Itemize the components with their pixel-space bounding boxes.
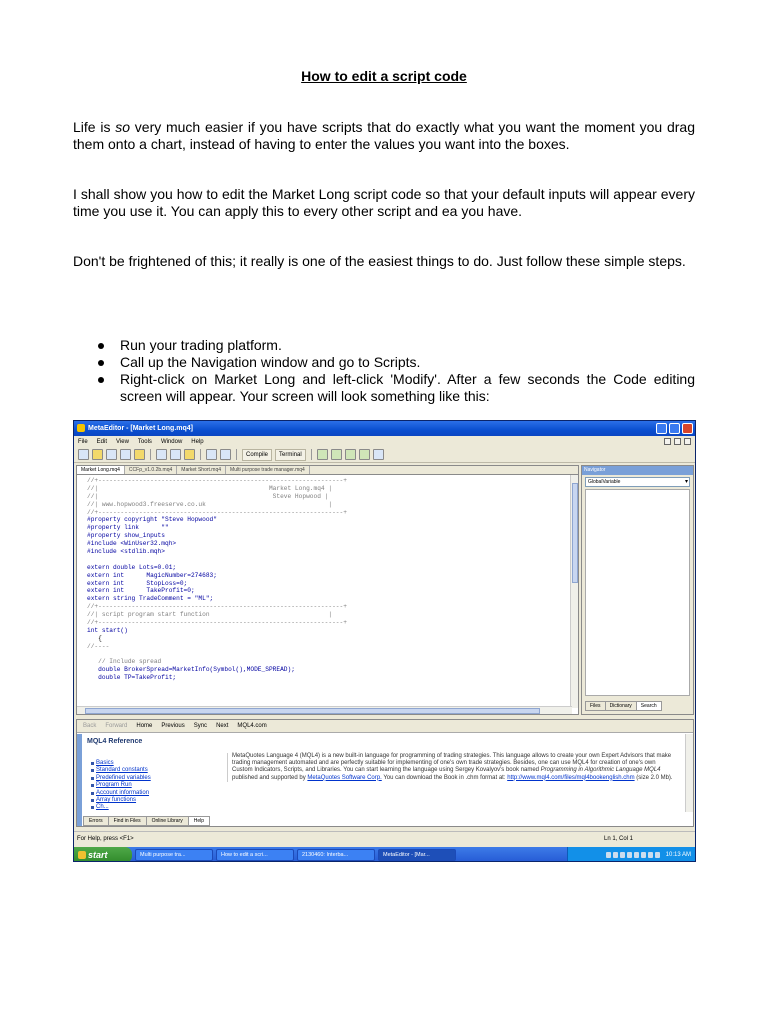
menu-edit[interactable]: Edit: [96, 438, 108, 445]
mdi-minimize-button[interactable]: [664, 438, 671, 445]
toolbox-side-bar: [77, 734, 82, 826]
code-line: extern int TakeProfit=0;: [87, 587, 195, 595]
tab-ccfp[interactable]: CCFp_v1.0.2b.mq4: [125, 466, 177, 474]
taskbar-item[interactable]: MetaEditor - [Mar...: [378, 849, 456, 861]
mdi-controls: [664, 438, 691, 445]
taskbar-item[interactable]: 2130460: Interba...: [297, 849, 375, 861]
navigator-results[interactable]: [585, 489, 690, 696]
toolbox-help-panel: [76, 719, 694, 827]
tray-icon[interactable]: [613, 852, 618, 858]
help-sync-button[interactable]: Sync: [193, 723, 208, 729]
maximize-button[interactable]: [669, 423, 680, 434]
code-line: extern double Lots=0.01;: [87, 563, 177, 571]
main-toolbar: [74, 447, 695, 463]
tray-icon[interactable]: [627, 852, 632, 858]
menu-window[interactable]: Window: [160, 438, 183, 445]
toolbar-separator: [311, 449, 312, 460]
navigator-header: Navigator: [582, 466, 693, 475]
help-home-button[interactable]: Home: [136, 723, 153, 729]
help-link[interactable]: Account information: [91, 790, 151, 797]
redo-icon[interactable]: [220, 449, 231, 460]
code-line: //+------------------------------------------------------------------+: [87, 508, 347, 516]
new-file-icon[interactable]: [78, 449, 89, 460]
page-title: How to edit a script code: [301, 68, 467, 84]
replace-icon[interactable]: [359, 449, 370, 460]
metaeditor-screenshot: [73, 420, 696, 862]
book-download-link[interactable]: http://www.mql4.com/files/mql4bookenglish.chm: [507, 774, 635, 781]
copy-icon[interactable]: [170, 449, 181, 460]
menu-bar: [74, 436, 695, 447]
code-line: extern int MagicNumber=274683;: [87, 571, 217, 579]
list-item: Right-click on Market Long and left-click 'Modify'. After a few seconds the Code editing screen will appear. Your screen will look something like this:: [73, 371, 695, 405]
find-prev-icon[interactable]: [345, 449, 356, 460]
tray-icon[interactable]: [648, 852, 653, 858]
help-link[interactable]: Standard constants: [91, 767, 151, 774]
code-line: //+------------------------------------------------------------------+: [87, 477, 347, 484]
help-heading: MQL4 Reference: [87, 738, 143, 745]
list-item: Call up the Navigation window and go to Scripts.: [73, 354, 695, 371]
list-item: Run your trading platform.: [73, 337, 695, 354]
window-titlebar: [74, 421, 695, 436]
code-line: {: [87, 634, 102, 642]
tab-market-short[interactable]: Market Short.mq4: [177, 466, 226, 474]
editor-horizontal-scrollbar[interactable]: [77, 706, 572, 714]
minimize-button[interactable]: [656, 423, 667, 434]
help-link[interactable]: Ch...: [91, 804, 151, 811]
menu-tools[interactable]: Tools: [137, 438, 152, 445]
help-link[interactable]: Array functions: [91, 797, 151, 804]
navigator-panel: [581, 465, 694, 715]
menu-help[interactable]: Help: [191, 438, 204, 445]
help-next-button[interactable]: Next: [216, 723, 229, 729]
find-next-icon[interactable]: [331, 449, 342, 460]
open-folder-icon[interactable]: [92, 449, 103, 460]
code-line: //| www.hopwood3.freeserve.co.uk |: [87, 500, 333, 508]
code-line: extern string TradeComment = "ML";: [87, 595, 214, 603]
help-link[interactable]: Basics: [91, 760, 151, 767]
tab-help[interactable]: Help: [188, 816, 210, 826]
terminal-button[interactable]: Terminal: [275, 449, 306, 461]
code-line: double TP=TakeProfit;: [87, 674, 177, 682]
tab-search[interactable]: Search: [636, 701, 662, 711]
start-button[interactable]: start: [74, 847, 132, 862]
paragraph-reassure: Don't be frightened of this; it really is one of the easiest things to do. Just follow these simple steps.: [73, 253, 686, 269]
help-icon[interactable]: [373, 449, 384, 460]
mdi-close-button[interactable]: [684, 438, 691, 445]
tab-trade-manager[interactable]: Multi purpose trade manager.mq4: [226, 466, 310, 474]
binoculars-icon[interactable]: [317, 449, 328, 460]
toolbox-tabs: [83, 816, 209, 826]
close-button[interactable]: [682, 423, 693, 434]
compile-button[interactable]: Compile: [242, 449, 272, 461]
tray-icon[interactable]: [655, 852, 660, 858]
code-line: //+------------------------------------------------------------------+: [87, 603, 347, 611]
paste-icon[interactable]: [184, 449, 195, 460]
tray-clock: 10:13 AM: [665, 852, 691, 858]
paragraph-purpose: I shall show you how to edit the Market Long script code so that your default inputs will appear every time you use it. You can apply this to every other script and ea you have.: [73, 186, 695, 219]
code-line: //| script program start function |: [87, 611, 333, 619]
code-line: #property show_inputs: [87, 532, 165, 540]
windows-taskbar: [74, 847, 696, 862]
toolbar-separator: [150, 449, 151, 460]
metaquotes-link[interactable]: MetaQuotes Software Corp.: [307, 774, 382, 781]
code-line: //+------------------------------------------------------------------+: [87, 619, 347, 627]
navigator-search-select[interactable]: GlobalVariable ▾: [585, 477, 690, 487]
help-links: [91, 760, 151, 812]
code-line: double BrokerSpread=MarketInfo(Symbol(),MODE_SPREAD);: [87, 666, 295, 674]
code-line: // Include spread: [87, 658, 162, 666]
tab-online-library[interactable]: Online Library: [146, 816, 189, 826]
toolbar-separator: [200, 449, 201, 460]
undo-icon[interactable]: [206, 449, 217, 460]
help-link[interactable]: Predefined variables: [91, 775, 151, 782]
help-back-button[interactable]: Back: [83, 723, 97, 729]
code-line: #property link "": [87, 524, 169, 532]
code-line: [87, 556, 578, 564]
window-icon[interactable]: [120, 449, 131, 460]
tab-errors[interactable]: Errors: [83, 816, 109, 826]
steps-list: [73, 337, 695, 405]
file-tabs: [77, 466, 578, 475]
metaeditor-icon: [77, 424, 85, 432]
code-line: //| Steve Hopwood |: [87, 492, 329, 500]
tab-dictionary[interactable]: Dictionary: [605, 701, 637, 711]
help-mql4com-button[interactable]: MQL4.com: [237, 723, 267, 729]
code-line: [87, 651, 578, 659]
editor-vertical-scrollbar[interactable]: [570, 475, 578, 708]
status-bar: [74, 831, 696, 845]
help-description: MetaQuotes Language 4 (MQL4) is a new built-in language for programming of trading strategies. This language allows to create your own Expert Advisors that make trading management automated and are perfectly suitable for implementing of one's own trade strategies. Besides, one can use MQL4 for creation of one's own Custom Indicators, Scripts, and Libraries. You can start learning the language using Sergey Kovalyov's book named Programming in Algorithmic Language MQL4 published and supported by MetaQuotes Software Corp. You can download the Book in .chm format at: http://www.mql4.com/files/mql4bookenglish.chm (size 2.0 Mb).: [227, 753, 675, 782]
tab-market-long[interactable]: Market Long.mq4: [77, 466, 125, 474]
tray-icon[interactable]: [641, 852, 646, 858]
help-link[interactable]: Program Run: [91, 782, 151, 789]
paragraph-intro: Life is so very much easier if you have scripts that do exactly what you want the moment you drag them onto a chart, instead of having to enter the values you want into the boxes.: [73, 119, 696, 152]
help-previous-button[interactable]: Previous: [161, 723, 185, 729]
tray-icon[interactable]: [620, 852, 625, 858]
save-icon[interactable]: [106, 449, 117, 460]
window-title: MetaEditor - [Market Long.mq4]: [88, 425, 194, 432]
code-editor: [76, 465, 579, 715]
cursor-position: Ln 1, Col 1: [604, 836, 634, 842]
toolbar-separator: [236, 449, 237, 460]
tab-files[interactable]: Files: [585, 701, 606, 711]
system-tray: [567, 847, 696, 862]
taskbar-item[interactable]: How to edit a scri...: [216, 849, 294, 861]
code-line: extern int StopLoss=0;: [87, 579, 188, 587]
help-forward-button[interactable]: Forward: [105, 723, 128, 729]
tab-find-in-files[interactable]: Find in Files: [108, 816, 147, 826]
mdi-restore-button[interactable]: [674, 438, 681, 445]
taskbar-item[interactable]: Multi purpose tra...: [135, 849, 213, 861]
menu-file[interactable]: File: [78, 438, 88, 445]
help-vertical-scrollbar[interactable]: [685, 734, 693, 812]
code-line: #include <stdlib.mqh>: [87, 548, 165, 556]
menu-view[interactable]: View: [116, 438, 129, 445]
code-line: //| Market Long.mq4 |: [87, 484, 333, 492]
book-icon[interactable]: [134, 449, 145, 460]
tray-icon[interactable]: [606, 852, 611, 858]
code-line: #property copyright "Steve Hopwood": [87, 516, 217, 524]
code-line: //----: [87, 642, 110, 650]
code-text[interactable]: [77, 475, 578, 682]
code-line: #include <WinUser32.mqh>: [87, 540, 177, 548]
tray-icon[interactable]: [634, 852, 639, 858]
cut-icon[interactable]: [156, 449, 167, 460]
status-help-text: For Help, press <F1>: [77, 836, 134, 842]
help-toolbar: [77, 720, 693, 733]
code-line: int start(): [87, 626, 128, 634]
navigator-tabs: [585, 701, 661, 711]
